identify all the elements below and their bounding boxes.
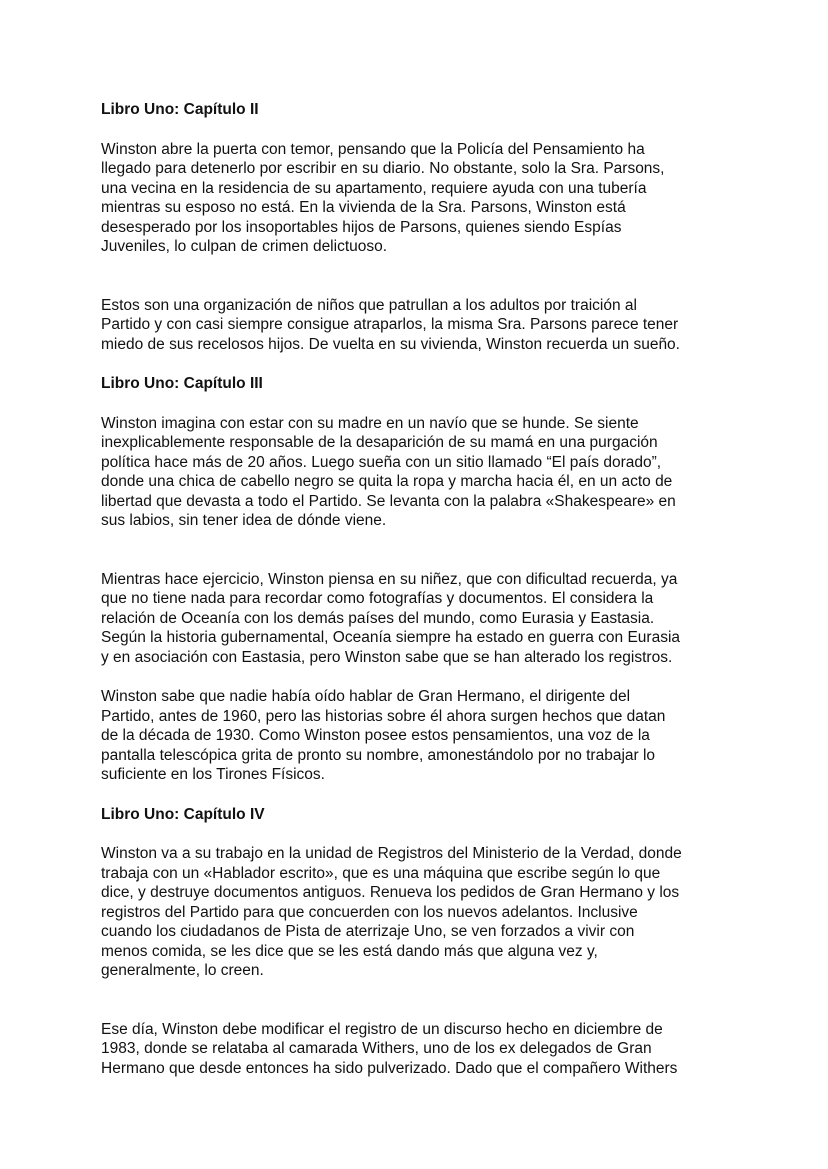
text-line: Winston imagina con estar con su madre en un navío que se hunde. Se siente <box>101 414 639 432</box>
text-line: mientras su esposo no está. En la vivienda de la Sra. Parsons, Winston está <box>101 199 626 216</box>
text-line: Ese día, Winston debe modificar el registro de un discurso hecho en diciembre de <box>101 1020 663 1038</box>
text-line: Winston va a su trabajo en la unidad de Registros del Ministerio de la Verdad, donde <box>101 845 682 862</box>
text-line: Winston abre la puerta con temor, pensando que la Policía del Pensamiento ha <box>101 140 645 158</box>
chapter-heading: Libro Uno: Capítulo II <box>101 101 259 118</box>
text-line: Hermano que desde entonces ha sido pulverizado. Dado que el compañero Withers <box>101 1059 678 1077</box>
text-line: Partido, antes de 1960, pero las historias sobre él ahora surgen hechos que datan <box>101 707 666 725</box>
text-line: pantalla telescópica grita de pronto su nombre, amonestándolo por no trabajar lo <box>101 746 656 764</box>
text-line: dice, y destruye documentos antiguos. Renueva los pedidos de Gran Hermano y los <box>101 884 680 901</box>
text-line: Juveniles, lo culpan de crimen delictuoso. <box>101 238 388 255</box>
paragraph <box>101 844 731 981</box>
text-line: que no tiene nada para recordar como fotografías y documentos. El considera la <box>101 590 654 607</box>
text-line: generalmente, lo creen. <box>101 962 264 979</box>
text-line: trabaja con un «Hablador escrito», que es una máquina que escribe según lo que <box>101 864 661 882</box>
chapter-heading: Libro Uno: Capítulo IV <box>101 805 265 823</box>
text-line: Winston sabe que nadie había oído hablar de Gran Hermano, el dirigente del <box>101 688 631 705</box>
text-line: registros del Partido para que concuerden con los nuevos adelantos. Inclusive <box>101 903 638 921</box>
document-body <box>101 100 731 1078</box>
text-line: Mientras hace ejercicio, Winston piensa en su niñez, que con dificultad recuerda, ya <box>101 570 678 588</box>
text-line: desesperado por los insoportables hijos de Parsons, quienes siendo Espías <box>101 218 622 236</box>
chapter-heading: Libro Uno: Capítulo III <box>101 375 263 392</box>
text-line: y en asociación con Eastasia, pero Winston sabe que se han alterado los registros. <box>101 648 673 666</box>
text-line: política hace más de 20 años. Luego sueña con un sitio llamado “El país dorado”, <box>101 453 662 471</box>
paragraph <box>101 570 731 668</box>
text-line: 1983, donde se relataba al camarada Withers, uno de los ex delegados de Gran <box>101 1040 652 1057</box>
text-line: miedo de sus recelosos hijos. De vuelta en su vivienda, Winston recuerda un sueño. <box>101 335 680 353</box>
paragraph <box>101 414 731 531</box>
text-line: suficiente en los Tirones Físicos. <box>101 766 325 783</box>
section-chapter-3 <box>101 374 731 785</box>
text-line: Según la historia gubernamental, Oceanía siempre ha estado en guerra con Eurasia <box>101 629 681 646</box>
text-line: Partido y con casi siempre consigue atraparlos, la misma Sra. Parsons parece tener <box>101 316 679 333</box>
text-line: inexplicablemente responsable de la desaparición de su mamá en una purgación <box>101 434 658 451</box>
paragraph <box>101 1020 731 1079</box>
text-line: libertad que devasta a todo el Partido. Se levanta con la palabra «Shakespeare» en <box>101 492 676 510</box>
paragraph <box>101 140 731 257</box>
text-line: cuando los ciudadanos de Pista de aterrizaje Uno, se ven forzados a vivir con <box>101 923 635 940</box>
text-line: llegado para detenerlo por escribir en su diario. No obstante, solo la Sra. Parsons, <box>101 160 665 177</box>
text-line: relación de Oceanía con los demás países del mundo, como Eurasia y Eastasia. <box>101 609 655 627</box>
text-line: sus labios, sin tener idea de dónde viene. <box>101 512 387 529</box>
paragraph <box>101 296 731 355</box>
section-chapter-2 <box>101 100 731 354</box>
text-line: donde una chica de cabello negro se quita la ropa y marcha hacia él, en un acto de <box>101 473 673 490</box>
text-line: de la década de 1930. Como Winston posee estos pensamientos, una voz de la <box>101 727 650 744</box>
section-chapter-4 <box>101 805 731 1079</box>
text-line: menos comida, se les dice que se les está dando más que alguna vez y, <box>101 942 598 960</box>
text-line: Estos son una organización de niños que patrullan a los adultos por traición al <box>101 296 637 314</box>
paragraph <box>101 687 731 785</box>
text-line: una vecina en la residencia de su apartamento, requiere ayuda con una tubería <box>101 179 647 197</box>
